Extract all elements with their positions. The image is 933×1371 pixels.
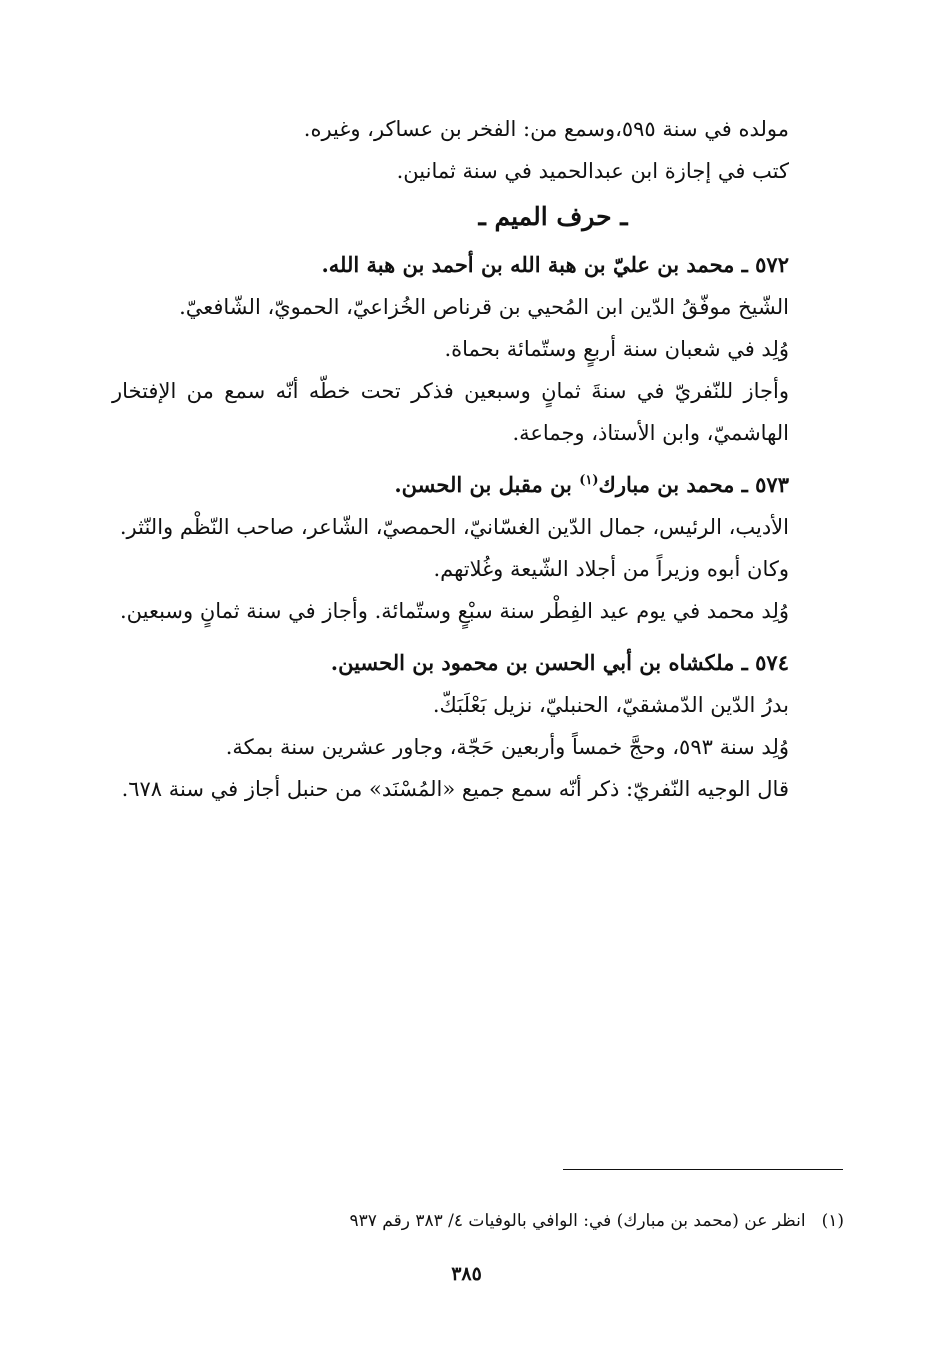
entry-572-paragraph-3: وأجاز للنّفريّ في سنةَ ثمانٍ وسبعين فذكر تحت خطّه أنّه سمع من الإفتخار الهاشميّ، وابن الأستاذ، وجماعة. (112, 379, 789, 445)
main-text (112, 108, 844, 810)
entry-572-paragraph-2: وُلِد في شعبان سنة أربعٍ وستّمائة بحماة. (444, 337, 789, 361)
entry-573-heading (112, 464, 844, 506)
entry-574-paragraph-1: بدرُ الدّين الدّمشقيّ، الحنبليّ، نزيل بَعْلَبَكّ. (432, 693, 789, 717)
entry-573-heading-start: ٥٧٣ ـ محمد بن مبارك (598, 472, 789, 497)
page-number: ٣٨٥ (451, 1263, 482, 1285)
entry-573-paragraph-2: وكان أبوه وزيراً من أجلاد الشّيعة وغُلاتهم. (433, 557, 789, 581)
entry-572-heading: ٥٧٢ ـ محمد بن عليّ بن هبة الله بن أحمد بن هبة الله. (321, 252, 789, 277)
intro-line-2: كتب في إجازة ابن عبدالحميد في سنة ثمانين. (396, 159, 789, 183)
entry-574-heading: ٥٧٤ ـ ملكشاه بن أبي الحسن بن محمود بن الحسين. (330, 650, 789, 675)
intro-line-1: مولده في سنة ٥٩٥،وسمع من: الفخر بن عساكر، وغيره. (303, 117, 789, 141)
footnote-marker: (١) (579, 473, 599, 488)
entry-573-paragraph-1: الأديب، الرئيس، جمال الدّين الغسّانيّ، الحمصيّ، الشّاعر، صاحب النّظْم والنّثر. (119, 515, 789, 539)
footnote-divider (563, 1169, 843, 1170)
footnote (200, 1207, 844, 1235)
entry-573-paragraph-3: وُلِد محمد في يوم عيد الفِطْر سنة سبْعٍ وستّمائة. وأجاز في سنة ثمانٍ وسبعين. (119, 599, 789, 623)
section-heading: ـ حرف الميم ـ (478, 202, 628, 231)
entry-574-paragraph-2: وُلِد سنة ٥٩٣، وحجَّ خمساً وأربعين حَجّة، وجاور عشرين سنة بمكة. (225, 735, 789, 759)
entry-573-heading-end: بن مقبل بن الحسن. (394, 472, 580, 497)
footnote-text: انظر عن (محمد بن مبارك) في: الوافي بالوفيات ٤/ ٣٨٣ رقم ٩٣٧ (349, 1211, 806, 1231)
entry-574-paragraph-3: قال الوجيه النّفريّ: ذكر أنّه سمع جميع «المُسْنَد» من حنبل أجاز في سنة ٦٧٨. (121, 777, 789, 801)
footnote-number: (١) (821, 1211, 844, 1231)
entry-572-paragraph-1: الشّيخ موفّقُ الدّين ابن المُحيي بن قرناص الخُزاعيّ، الحمويّ، الشّافعيّ. (179, 295, 789, 319)
